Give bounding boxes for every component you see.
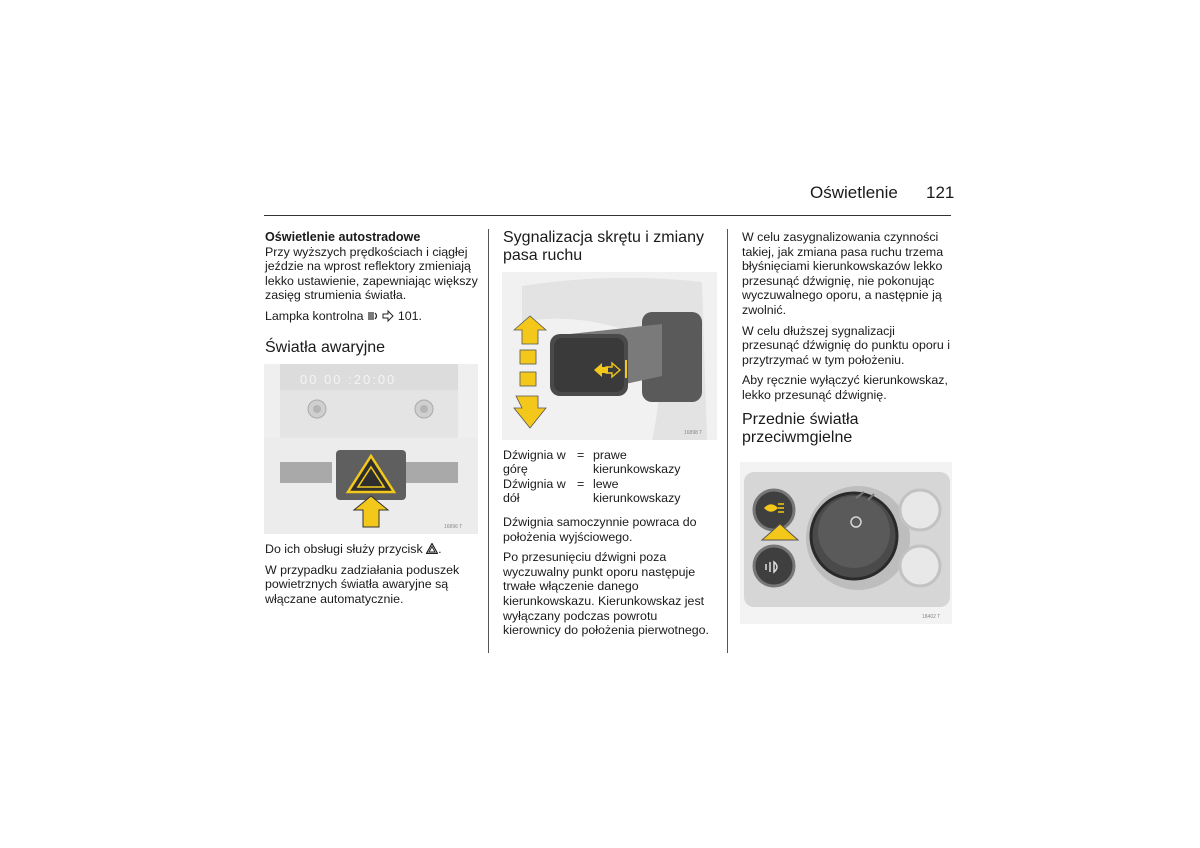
kierunkowskazy-heading: Sygnalizacja skrętu i zmiany pasa ruchu [503, 229, 704, 264]
header-rule [264, 215, 951, 216]
column-3-text [742, 230, 954, 409]
hazard-switch-figure [264, 364, 478, 534]
table-eq: = [577, 448, 585, 462]
page-reference-arrow-icon [382, 310, 394, 322]
autostrada-paragraph: Przy wyższych prędkościach i ciągłej jeździe na wprost reflektory zmieniają lekko ustawienie, zapewniając większy zasięg strumienia światła. [265, 244, 478, 303]
figure-code: 16898 T [684, 430, 703, 436]
lampka-line [265, 309, 479, 324]
lampka-text: Lampka kontrolna [265, 308, 364, 323]
headlight-high-beam-icon [367, 310, 379, 322]
column-divider [488, 229, 489, 653]
fog-lights-figure [740, 462, 952, 624]
table-eq: = [577, 476, 585, 491]
awaryjne-heading: Światła awaryjne [265, 339, 386, 356]
lever-p2: Po przesunięciu dźwigni poza wyczuwalny punkt oporu następuje trwałe włączenie danego kierunkowskazu. Kierunkowskaz jest wyłączany podczas powrotu kierownicy do położenia pierwotnego. [503, 550, 709, 638]
table-desc: prawe kierunkowskazy [593, 448, 681, 477]
figure-code: 18402 T [922, 614, 941, 620]
hazard-triangle-icon [426, 543, 438, 554]
column-divider [727, 229, 728, 653]
page-number: 121 [926, 183, 955, 202]
section-title: Oświetlenie [810, 183, 898, 202]
lever-p1: Dźwignia samoczynnie powraca do położenia wyjściowego. [503, 515, 697, 544]
table-term: Dźwignia w górę [503, 448, 566, 477]
lampka-page-ref: 101. [397, 308, 422, 323]
autostrada-heading: Oświetlenie autostradowe [265, 230, 421, 244]
awaryjne-text [265, 542, 479, 612]
turn-signal-lever-figure [502, 272, 717, 440]
signal-p2: W celu dłuższej sygnalizacji przesunąć dźwignię do punktu oporu i przytrzymać w tym położeniu. [742, 323, 951, 367]
signal-p3: Aby ręcznie wyłączyć kierunkowskaz, lekko przesunąć dźwignię. [742, 373, 948, 402]
signal-p1: W celu zasygnalizowania czynności takiej, jak zmiana pasa ruchu trzema błyśnięciami kierunkowskazów lekko przesunąć dźwignię, nie pokonując wyczuwalnego oporu, a następnie ją zwolnić. [742, 230, 944, 317]
awaryjne-p2: W przypadku zadziałania poduszek powietrznych światła awaryjne są włączane automatycznie. [265, 562, 460, 606]
column-2-text [503, 515, 717, 644]
awaryjne-p1-text: Do ich obsługi służy przycisk [265, 542, 423, 556]
table-term: Dźwignia w dół [503, 476, 566, 506]
table-desc: lewe kierunkowskazy [593, 476, 681, 506]
przeciwmgielne-heading: Przednie światła przeciwmgielne [742, 411, 859, 446]
column-1 [265, 230, 479, 330]
figure-code: 16896 T [444, 524, 463, 530]
hazard-fig-display-text: 00 00 :20:00 [300, 372, 397, 387]
lever-table [503, 448, 693, 506]
awaryjne-p1: Do ich obsługi służy przycisk . [265, 542, 442, 556]
